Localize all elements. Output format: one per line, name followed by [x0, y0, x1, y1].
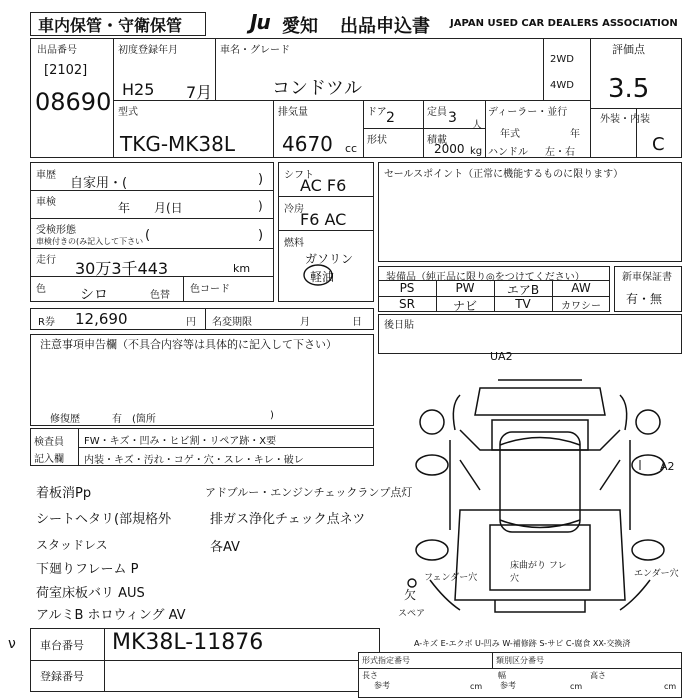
- mileage-unit: km: [233, 262, 251, 275]
- org-name: 愛知: [282, 16, 318, 37]
- score-label: 評価点: [612, 43, 645, 56]
- ac-value: F6 AC: [300, 210, 347, 229]
- receive-paren-close: ): [258, 228, 264, 243]
- chassis-side-mark: ν: [8, 636, 16, 652]
- handle-label: ハンドル: [488, 147, 528, 158]
- score-value: 3.5: [608, 74, 650, 104]
- lot-number: 08690: [35, 88, 112, 116]
- name-change-month: 月: [300, 317, 310, 328]
- guarantee-value: 有・無: [626, 292, 663, 306]
- model-year-suffix: 年: [570, 129, 580, 140]
- handle-value: 左・右: [545, 147, 575, 158]
- doors-label: ドア: [367, 107, 387, 118]
- truck-damage-diagram: [400, 350, 690, 640]
- approval-label: 形式指定番号: [362, 656, 410, 665]
- name-change-day: 日: [352, 317, 362, 328]
- damage-legend: A-キズ E-エクボ U-凹み W-補修跡 S-サビ C-腐食 XX-交換済: [414, 639, 631, 648]
- load-unit: kg: [470, 146, 483, 157]
- damage-spare-label: スペア: [398, 609, 426, 619]
- chassis-number: MK38L-11876: [112, 630, 264, 655]
- repair-history-label: 修復歴: [50, 414, 80, 425]
- ext-int-label: 外装・内装: [600, 114, 650, 125]
- equipment-ps: PS: [399, 281, 415, 295]
- drive-2wd: 2WD: [550, 54, 574, 65]
- repair-history-value: 有 (箇所: [112, 414, 156, 425]
- dim-width-unit: cm: [570, 682, 583, 691]
- model-year-label: 年式: [500, 129, 520, 140]
- damage-fender-left: フェンダー穴: [424, 573, 478, 583]
- note-line-4: 下廻りフレーム P: [36, 562, 139, 577]
- inspector-row-1: FW・キズ・凹み・ヒビ割・リペア跡・X要: [84, 436, 277, 447]
- storage-tag-text: 車内保管・守衛保管: [38, 16, 183, 35]
- history-close: ): [258, 172, 264, 187]
- form-title: 出品申込書: [340, 16, 430, 37]
- damage-ua2: UA2: [490, 350, 513, 363]
- guarantee-label: 新車保証書: [622, 272, 672, 283]
- back-seal-label: 後日貼: [384, 320, 414, 331]
- dim-length-label: 長さ: [362, 671, 378, 680]
- capacity-unit: 人: [472, 120, 482, 131]
- ju-logo: Ju: [250, 10, 270, 34]
- drive-4wd: 4WD: [550, 80, 574, 91]
- exterior-grade: C: [652, 134, 665, 155]
- equipment-tv: TV: [515, 297, 531, 311]
- lot-code: [2102]: [44, 63, 88, 78]
- history-label: 車歴: [36, 170, 56, 181]
- note-line-5: 荷室床板バリ AUS: [36, 586, 145, 601]
- back-seal-frame: [378, 314, 682, 354]
- model-value: コンドツル: [272, 78, 362, 99]
- recycle-value: 12,690: [75, 310, 128, 328]
- inspection-label: 車検: [36, 197, 56, 208]
- mileage-label: 走行: [36, 255, 56, 266]
- equipment-label: 装備品（純正品に限り◎をつけてください）: [386, 272, 585, 283]
- sales-point-label: セールスポイント（正常に機能するものに限ります）: [384, 169, 624, 180]
- shift-value: AC F6: [300, 176, 347, 195]
- first-reg-label: 初度登録年月: [118, 45, 178, 56]
- damage-center-note: 床曲がり フレ穴: [510, 561, 567, 584]
- inspector-label-1: 検査員: [34, 437, 64, 448]
- equipment-leather-seat: カワシー: [561, 301, 601, 312]
- note-line-3: スタッドレス: [36, 538, 108, 552]
- color-code-label: 色コード: [190, 284, 230, 295]
- equipment-aw: AW: [571, 281, 591, 295]
- dim-height-label: 高さ: [590, 671, 606, 680]
- type-label: 型式: [118, 107, 138, 118]
- displacement-value: 4670: [282, 132, 333, 156]
- capacity-value: 3: [448, 110, 457, 126]
- equipment-pw: PW: [455, 281, 475, 295]
- model-label: 車名・グレード: [220, 45, 290, 56]
- fuel-label: 燃料: [284, 238, 304, 249]
- fuel-value-2: 軽油: [310, 270, 335, 284]
- registration-label: 登録番号: [40, 670, 84, 683]
- shape-label: 形状: [367, 135, 387, 146]
- receive-note: 車検付きの(み記入して下さい: [36, 237, 144, 246]
- note-right-1: アドブルー・エンジンチェックランプ点灯: [205, 486, 413, 499]
- history-value: 自家用・(: [70, 176, 128, 191]
- repair-history-close: ): [270, 410, 274, 421]
- note-line-1: 着板消Pp: [36, 486, 92, 501]
- dim-length-unit: cm: [470, 682, 483, 691]
- first-reg-month: 7月: [186, 83, 213, 102]
- inspector-row-2: 内装・キズ・汚れ・コゲ・穴・スレ・キレ・破レ: [84, 455, 304, 466]
- note-right-3: 各AV: [210, 540, 240, 555]
- inspector-label-2: 記入欄: [34, 454, 64, 465]
- chassis-label: 車台番号: [40, 639, 84, 652]
- fuel-value: ガソリン: [305, 252, 354, 266]
- dim-height-unit: cm: [664, 682, 677, 691]
- shift-label: シフト: [284, 170, 314, 181]
- capacity-label: 定員: [427, 107, 447, 118]
- equipment-navi: ナビ: [452, 299, 477, 313]
- first-reg-year: H25: [122, 80, 155, 99]
- dealer-label: ディーラー・並行: [488, 107, 568, 118]
- ac-label: 冷房: [284, 204, 304, 215]
- equipment-sr: SR: [399, 297, 415, 311]
- color-change-label: 色替: [150, 290, 170, 301]
- note-right-2: 排ガス浄化チェック点ネツ: [210, 512, 366, 527]
- equipment-airbag: エアB: [506, 283, 540, 297]
- inspection-close: ): [258, 199, 263, 213]
- doors-value: 2: [386, 110, 395, 126]
- dim-width-ref: 参考: [500, 681, 516, 690]
- receive-label: 受検形態: [36, 225, 76, 236]
- damage-fender-right: エンダー穴: [634, 569, 679, 579]
- damage-spare-mark: 欠: [404, 588, 417, 602]
- damage-a2: A2: [660, 460, 675, 473]
- dim-length-ref: 参考: [374, 681, 390, 690]
- load-label: 積載: [427, 135, 447, 146]
- name-change-label: 名変期限: [212, 317, 252, 328]
- notes-label: 注意事項申告欄（不具合内容等は具体的に記入して下さい）: [40, 338, 337, 351]
- color-label: 色: [36, 284, 46, 295]
- mileage-value: 30万3千443: [75, 259, 169, 278]
- inspection-value: 年 月(日: [118, 201, 183, 215]
- org-english: JAPAN USED CAR DEALERS ASSOCIATION: [450, 18, 678, 29]
- dim-width-label: 幅: [498, 671, 506, 680]
- displacement-label: 排気量: [278, 107, 308, 118]
- note-line-2: シートヘタリ(部規格外: [36, 512, 172, 527]
- load-value: 2000: [434, 142, 465, 156]
- recycle-label: R券: [38, 317, 55, 328]
- displacement-unit: cc: [345, 142, 358, 155]
- type-value: TKG-MK38L: [120, 132, 236, 156]
- color-value: シロ: [80, 287, 108, 303]
- lot-number-label: 出品番号: [37, 45, 77, 56]
- note-line-6: アルミB ホロウィング AV: [36, 608, 186, 623]
- class-label: 類別区分番号: [496, 656, 544, 665]
- fuel-circle-mark: [300, 262, 340, 288]
- receive-paren-open: (: [145, 228, 151, 243]
- recycle-unit: 円: [186, 317, 196, 328]
